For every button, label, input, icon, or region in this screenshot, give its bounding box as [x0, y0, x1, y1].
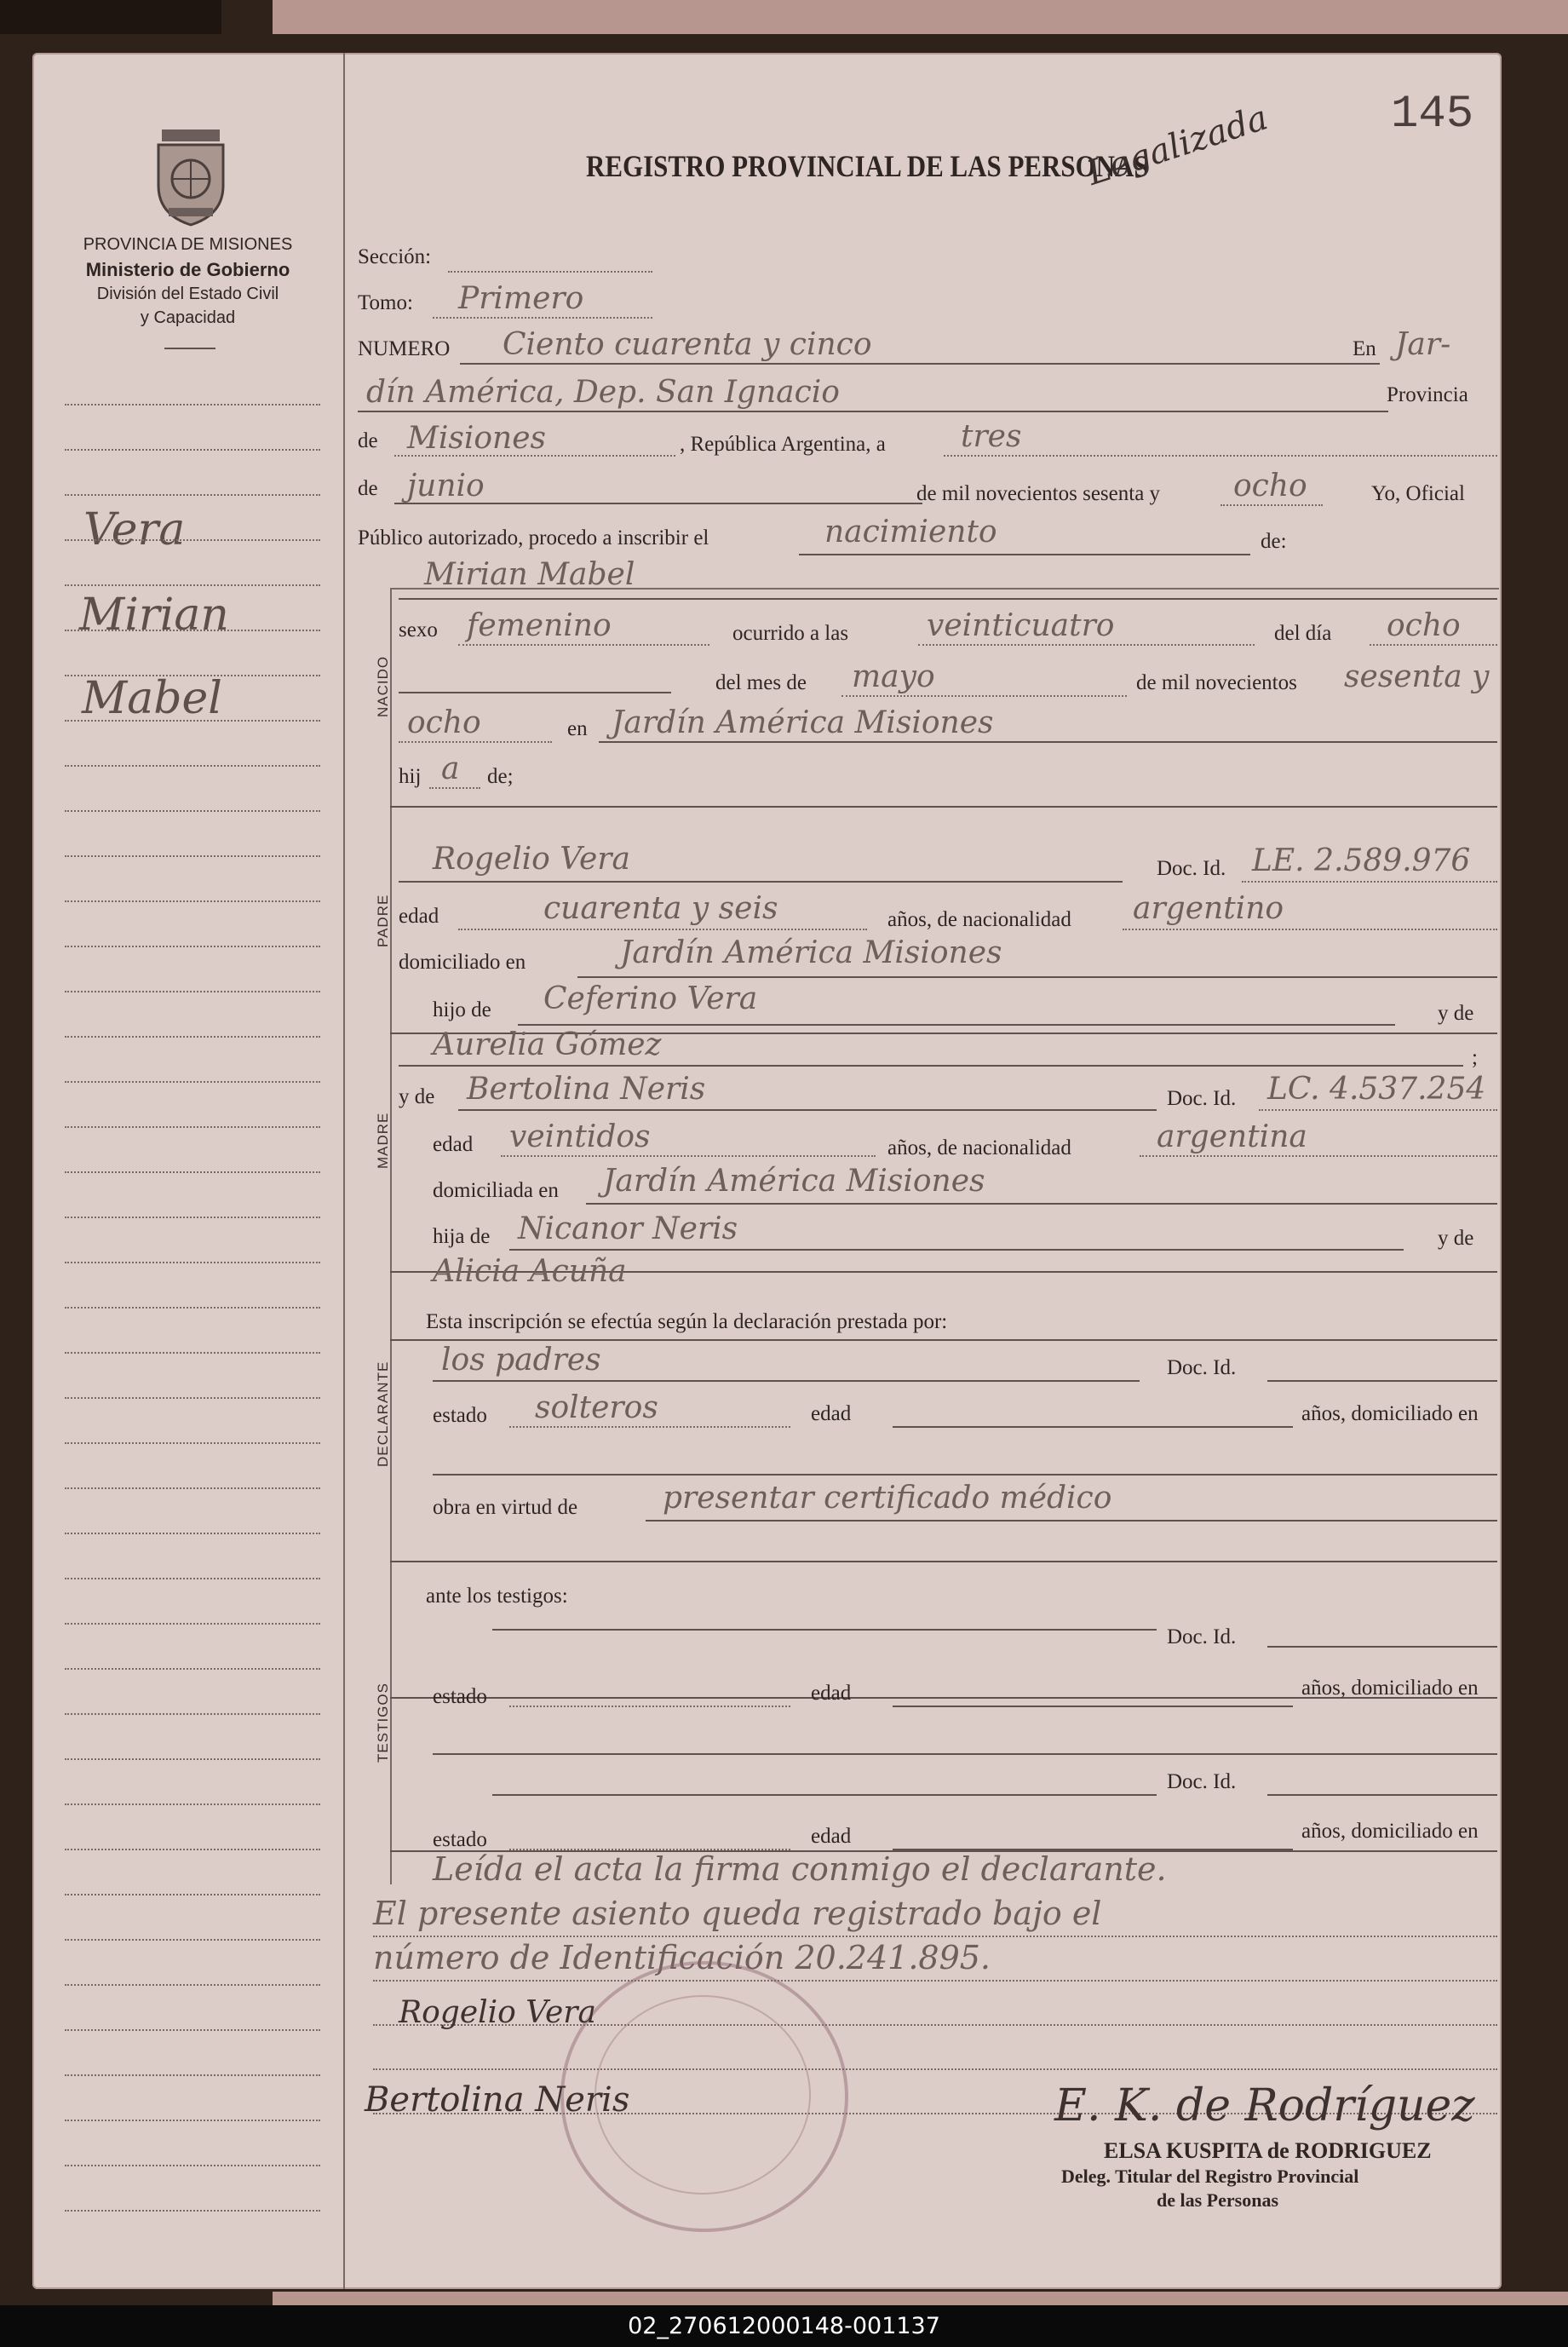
padre-semicolon: ; — [1472, 1046, 1478, 1069]
nacido-mes-value: mayo — [852, 659, 935, 694]
padre-nombre-line — [399, 881, 1123, 883]
declarante-domicilio-line — [433, 1474, 1497, 1476]
margin-rule-line — [65, 2210, 320, 2212]
declarante-estado-value: solteros — [535, 1390, 658, 1425]
official-title-2: de las Personas — [1157, 2189, 1278, 2211]
testigos-intro: ante los testigos: — [426, 1585, 568, 1608]
mes-value: junio — [407, 469, 485, 503]
padre-domicilio-line — [577, 976, 1497, 978]
nacido-anio-value: sesenta y — [1344, 659, 1490, 694]
padre-padre-value: Ceferino Vera — [543, 981, 758, 1016]
nacido-anio-line — [399, 741, 552, 743]
publico-text: Público autorizado, procedo a inscribir el — [358, 526, 709, 549]
agency-divider — [164, 348, 215, 349]
lugar-value: dín América, Dep. San Ignacio — [366, 375, 840, 410]
margin-rule-line — [65, 539, 320, 541]
sexo-value: femenino — [467, 608, 612, 643]
image-caption: 02_270612000148-001137 — [0, 2305, 1568, 2347]
official-name: ELSA KUSPITA de RODRIGUEZ — [1104, 2138, 1432, 2163]
testigo1-domicilio-line — [433, 1753, 1497, 1755]
nacido-mes-line — [841, 695, 1127, 697]
declarante-doc-label: Doc. Id. — [1167, 1356, 1237, 1379]
nacido-dia-line — [1370, 644, 1497, 646]
margin-rule-line — [65, 720, 320, 722]
section-label-declarante: DECLARANTE — [375, 1360, 391, 1467]
testigo1-nombre-line — [492, 1629, 1157, 1631]
page-number: 145 — [1391, 89, 1474, 141]
testigo2-doc-line — [1267, 1794, 1497, 1796]
hora-value: veinticuatro — [927, 608, 1115, 643]
hora-line — [918, 644, 1255, 646]
background-page-edge — [273, 0, 1568, 34]
seccion-label: Sección: — [358, 245, 432, 268]
declarante-edad-label: edad — [811, 1402, 852, 1425]
testigo1-edad-line — [893, 1706, 1293, 1707]
padre-doc-line — [1242, 881, 1497, 883]
padre-edad-label: edad — [399, 905, 439, 928]
closing-line-rule-2 — [373, 1980, 1497, 1982]
del-mes-text: del mes de — [715, 671, 807, 694]
padre-doc-label: Doc. Id. — [1157, 857, 1226, 880]
legalizada-annotation: Legalizada — [1082, 98, 1273, 193]
padre-domicilio-value: Jardín América Misiones — [620, 935, 1002, 970]
agency-line-2: Ministerio de Gobierno — [85, 259, 290, 280]
testigo1-edad-label: edad — [811, 1682, 852, 1705]
madre-nacionalidad-text: años, de nacionalidad — [887, 1136, 1071, 1159]
agency-line-3: División del Estado Civil — [96, 285, 279, 303]
margin-rule-line — [65, 765, 320, 767]
margin-rule-line — [65, 494, 320, 496]
margin-rule-line — [65, 810, 320, 812]
margin-rule-line — [65, 1262, 320, 1263]
madre-domicilio-label: domiciliada en — [433, 1179, 559, 1202]
declarante-doc-line — [1267, 1380, 1497, 1382]
numero-value: Ciento cuarenta y cinco — [503, 327, 872, 362]
padre-edad-line — [458, 929, 867, 930]
official-title-1: Deleg. Titular del Registro Provincial — [1061, 2166, 1359, 2187]
republica-text: , República Argentina, a — [680, 433, 886, 456]
margin-rule-line — [65, 1803, 320, 1805]
margin-rule-line — [65, 2074, 320, 2076]
madre-doc-label: Doc. Id. — [1167, 1087, 1237, 1110]
section-label-nacido: NACIDO — [375, 655, 391, 717]
padre-y-de-label: y de — [1438, 1002, 1474, 1025]
background-page-edge-bottom — [273, 2292, 1568, 2305]
margin-rule-line — [65, 1713, 320, 1715]
margin-rule-line — [65, 584, 320, 586]
en-value: Jar- — [1395, 327, 1451, 362]
section-divider-testigos — [390, 1561, 1497, 1562]
margin-rule-line — [65, 1036, 320, 1038]
acto-value: nacimiento — [824, 515, 997, 549]
de-label: de — [358, 429, 378, 452]
tomo-line — [433, 317, 652, 319]
province-seal-icon — [150, 126, 232, 228]
obra-value: presentar certificado médico — [663, 1481, 1112, 1516]
testigo2-estado-label: estado — [433, 1828, 487, 1851]
background-left-edge — [0, 0, 221, 34]
mes-line — [394, 503, 922, 504]
margin-rule-line — [65, 1984, 320, 1986]
margin-rule-line — [65, 1352, 320, 1354]
en-label: En — [1353, 337, 1376, 360]
margin-rule-line — [65, 855, 320, 857]
de-semicolon-text: de; — [487, 765, 514, 788]
declarante-estado-label: estado — [433, 1404, 487, 1427]
section-label-padre: PADRE — [375, 894, 391, 947]
provincia-value: Misiones — [407, 421, 547, 456]
anio-line — [1221, 504, 1323, 506]
madre-nombre-line — [458, 1109, 1157, 1111]
margin-rule-line — [65, 2165, 320, 2166]
seccion-line — [448, 271, 652, 273]
mil-text: de mil novecientos sesenta y — [916, 482, 1161, 505]
margin-column — [32, 53, 345, 2289]
testigo1-estado-line — [509, 1706, 790, 1707]
dia-value: tres — [961, 419, 1022, 454]
testigo2-edad-label: edad — [811, 1825, 852, 1848]
margin-rule-line — [65, 1623, 320, 1625]
madre-nacionalidad-line — [1140, 1155, 1497, 1157]
madre-edad-line — [501, 1155, 876, 1157]
margin-rule-line — [65, 1217, 320, 1218]
lugar-line — [358, 411, 1388, 412]
padre-domicilio-label: domiciliado en — [399, 951, 526, 974]
margin-surname: Vera — [83, 504, 186, 555]
madre-y-de-label: y de — [399, 1085, 435, 1108]
padre-nacionalidad-line — [1123, 929, 1497, 930]
margin-rule-line — [65, 675, 320, 676]
margin-rule-line — [65, 900, 320, 902]
margin-rule-line — [65, 1487, 320, 1489]
testigo1-anos-text: años, domiciliado en — [1301, 1677, 1479, 1700]
obra-label: obra en virtud de — [433, 1496, 578, 1519]
nacido-lugar-line — [599, 741, 1497, 743]
section-divider-declarante-2 — [390, 1339, 1497, 1341]
register-sheet — [32, 53, 1502, 2289]
hij-text: hij — [399, 765, 422, 788]
testigo1-doc-label: Doc. Id. — [1167, 1625, 1237, 1648]
nacido-nombre-line — [399, 598, 1497, 600]
declarante-nombre-line — [433, 1380, 1140, 1382]
de-colon-label: de: — [1261, 530, 1287, 553]
closing-line-rule-1 — [373, 1936, 1497, 1937]
margin-rule-line — [65, 1578, 320, 1579]
tomo-label: Tomo: — [358, 291, 413, 314]
margin-rule-line — [65, 1894, 320, 1895]
dia-line — [944, 455, 1497, 457]
margin-rule-line — [65, 1307, 320, 1309]
section-divider-padre — [390, 806, 1497, 808]
ocurrido-text: ocurrido a las — [732, 622, 849, 645]
madre-edad-label: edad — [433, 1133, 474, 1156]
section-label-testigos: TESTIGOS — [375, 1683, 391, 1763]
tomo-value: Primero — [458, 281, 584, 316]
testigo1-estado-label: estado — [433, 1685, 487, 1708]
madre-hija-label: hija de — [433, 1225, 491, 1248]
margin-rule-line — [65, 1081, 320, 1083]
del-dia-text: del día — [1274, 622, 1332, 645]
padre-madre-line — [399, 1065, 1463, 1067]
madre-y-de-label-2: y de — [1438, 1227, 1474, 1250]
provincia-label: Provincia — [1387, 383, 1468, 406]
provincia-line — [394, 455, 675, 457]
acto-line — [799, 554, 1250, 555]
nacido-anio-value-2: ocho — [407, 705, 481, 740]
closing-line-2: El presente asiento queda registrado bajo el — [373, 1895, 1102, 1932]
agency-line-4: y Capacidad — [140, 308, 236, 327]
closing-line-rule-4 — [373, 2068, 1497, 2070]
section-label-madre: MADRE — [375, 1112, 391, 1169]
nacido-nombre: Mirian Mabel — [424, 557, 635, 592]
en-text: en — [567, 717, 588, 740]
nacido-dia-value: ocho — [1387, 608, 1461, 643]
signature-mother: Bertolina Neris — [365, 2080, 630, 2120]
margin-rule-line — [65, 630, 320, 631]
margin-name-1: Mirian — [79, 590, 229, 641]
sexo-label: sexo — [399, 618, 438, 641]
margin-rule-line — [65, 2120, 320, 2121]
signature-father: Rogelio Vera — [399, 1995, 596, 2030]
margin-rule-line — [65, 449, 320, 451]
padre-nombre: Rogelio Vera — [433, 842, 630, 877]
padre-nacionalidad-value: argentino — [1133, 891, 1284, 926]
anio-value: ocho — [1233, 469, 1307, 503]
margin-rule-line — [65, 1668, 320, 1670]
declarante-edad-line — [893, 1426, 1293, 1428]
agency-line-1: PROVINCIA DE MISIONES — [83, 235, 293, 254]
testigo1-doc-line — [1267, 1646, 1497, 1648]
margin-rule-line — [65, 1533, 320, 1534]
oficial-text: Yo, Oficial — [1371, 482, 1465, 505]
margin-rule-line — [65, 1849, 320, 1850]
margin-name-2: Mabel — [82, 673, 222, 724]
sexo-line — [458, 644, 709, 646]
nacido-blank-line — [399, 692, 671, 693]
declarante-estado-line — [509, 1426, 790, 1428]
testigo2-anos-text: años, domiciliado en — [1301, 1820, 1479, 1843]
testigo2-doc-label: Doc. Id. — [1167, 1770, 1237, 1793]
madre-padre-value: Nicanor Neris — [518, 1211, 738, 1246]
madre-doc-value: LC. 4.537.254 — [1267, 1072, 1486, 1107]
declarante-anos-text: años, domiciliado en — [1301, 1402, 1479, 1425]
padre-nacionalidad-text: años, de nacionalidad — [887, 908, 1071, 931]
padre-edad-value: cuarenta y seis — [543, 891, 778, 926]
margin-rule-line — [65, 1758, 320, 1760]
margin-rule-line — [65, 1939, 320, 1941]
margin-rule-line — [65, 404, 320, 406]
madre-doc-line — [1259, 1109, 1497, 1111]
madre-domicilio-line — [586, 1203, 1497, 1205]
madre-domicilio-value: Jardín América Misiones — [603, 1164, 985, 1199]
margin-rule-line — [65, 2029, 320, 2031]
closing-line-3: número de Identificación 20.241.895. — [373, 1939, 991, 1976]
margin-rule-line — [65, 1397, 320, 1399]
margin-rule-line — [65, 946, 320, 947]
madre-nacionalidad-value: argentina — [1157, 1119, 1307, 1154]
de-label-2: de — [358, 477, 378, 500]
closing-line-1: Leída el acta la firma conmigo el declarante. — [433, 1850, 1167, 1888]
madre-madre-value: Alicia Acuña — [433, 1254, 627, 1289]
nacido-lugar-value: Jardín América Misiones — [612, 705, 994, 740]
madre-padre-line — [509, 1249, 1404, 1251]
nacido-mil-text: de mil novecientos — [1136, 671, 1297, 694]
numero-label: NUMERO — [358, 337, 451, 360]
signature-official: E. K. de Rodríguez — [1054, 2080, 1475, 2131]
padre-doc-value: LE. 2.589.976 — [1252, 843, 1471, 878]
testigo2-nombre-line — [492, 1794, 1157, 1796]
declarante-intro: Esta inscripción se efectúa según la declaración prestada por: — [426, 1310, 948, 1333]
margin-rule-line — [65, 1171, 320, 1173]
margin-rule-line — [65, 991, 320, 992]
margin-rule-line — [65, 1126, 320, 1128]
padre-padre-line — [518, 1024, 1395, 1026]
hij-line — [429, 787, 480, 789]
margin-rule-line — [65, 1442, 320, 1444]
padre-madre-value: Aurelia Gómez — [433, 1027, 662, 1062]
padre-hijo-label: hijo de — [433, 998, 491, 1021]
declarante-nombre: los padres — [441, 1343, 601, 1378]
numero-line — [460, 363, 1380, 365]
madre-edad-value: veintidos — [509, 1119, 651, 1154]
obra-line — [646, 1520, 1497, 1522]
hij-value: a — [441, 751, 460, 786]
madre-nombre: Bertolina Neris — [467, 1072, 706, 1107]
page-title: REGISTRO PROVINCIAL DE LAS PERSONAS — [586, 149, 1149, 183]
